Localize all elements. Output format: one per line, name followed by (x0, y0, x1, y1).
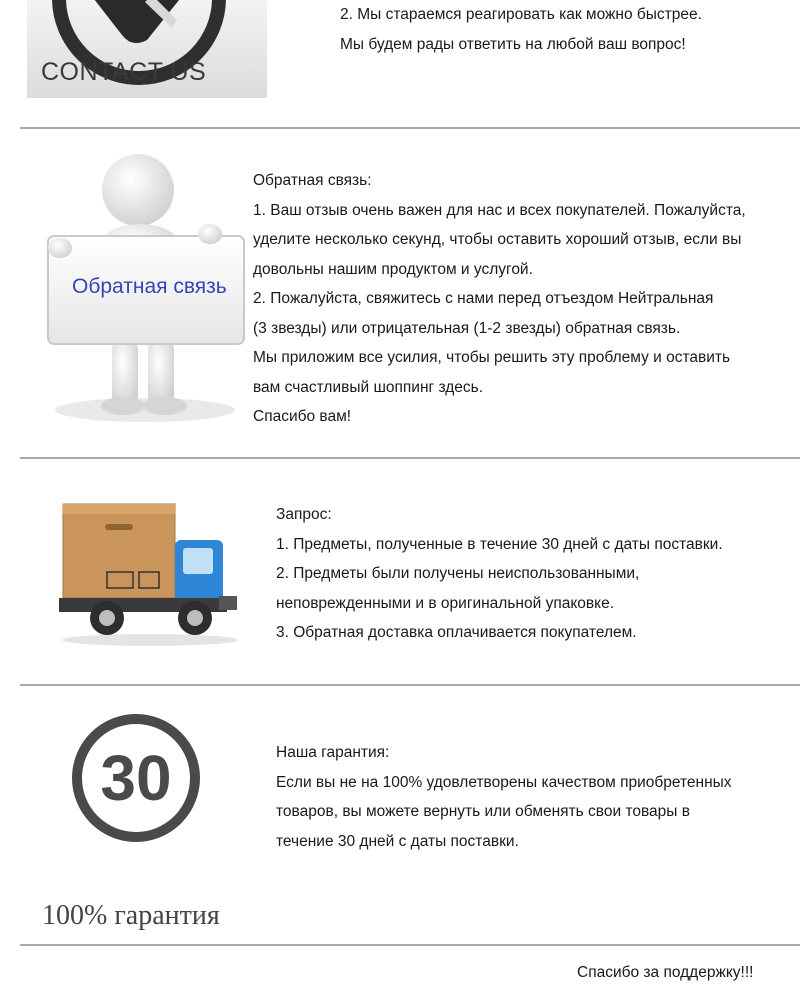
returns-line: неповрежденными и в оригинальной упаковке. (276, 594, 615, 612)
guarantee-label: 100% гарантия (42, 900, 220, 931)
returns-text (276, 500, 723, 648)
returns-line: 3. Обратная доставка оплачивается покупателем. (276, 624, 637, 641)
feedback-line: 2. Пожалуйста, свяжитесь с нами перед отъездом Нейтральная (253, 290, 714, 307)
feedback-line: довольны нашим продуктом и услугой. (253, 260, 533, 278)
guarantee-line: Наша гарантия: (276, 744, 390, 761)
contact-line: Мы будем рады ответить на любой ваш вопрос! (340, 35, 686, 53)
feedback-line: (3 звезды) или отрицательная (1-2 звезды) обратная связь. (253, 319, 681, 337)
guarantee-line: товаров, вы можете вернуть или обменять свои товары в (276, 803, 690, 820)
guarantee-text (276, 738, 732, 856)
section-divider (20, 457, 800, 459)
feedback-line: вам счастливый шоппинг здесь. (253, 378, 484, 396)
feedback-figure (20, 148, 250, 428)
guarantee-line: течение 30 дней с даты поставки. (276, 832, 519, 850)
feedback-line: уделите несколько секунд, чтобы оставить хороший отзыв, если вы (253, 231, 742, 248)
feedback-board-label: Обратная связь (72, 275, 227, 298)
section-divider (20, 944, 800, 946)
section-divider (20, 684, 800, 686)
delivery-truck-icon (55, 500, 245, 650)
returns-line: Запрос: (276, 506, 332, 523)
contact-text (340, 0, 702, 59)
section-divider (20, 127, 800, 129)
feedback-line: Спасибо вам! (253, 408, 352, 425)
feedback-line: Мы приложим все усилия, чтобы решить эту проблему и оставить (253, 349, 731, 366)
contact-us-badge (27, 0, 267, 98)
guarantee-line: Если вы не на 100% удовлетворены качеством приобретенных (276, 773, 732, 791)
returns-line: 1. Предметы, полученные в течение 30 дней с даты поставки. (276, 535, 723, 553)
feedback-text (253, 166, 746, 432)
returns-line: 2. Предметы были получены неиспользованными, (276, 565, 640, 582)
contact-line: 2. Мы стараемся реагировать как можно быстрее. (340, 6, 702, 23)
thirty-days-number: 30 (100, 742, 172, 814)
feedback-line: 1. Ваш отзыв очень важен для нас и всех покупателей. Пожалуйста, (253, 201, 746, 219)
thanks-text: Спасибо за поддержку!!! (577, 964, 754, 981)
contact-us-label: CONTACT US (41, 58, 207, 86)
feedback-line: Обратная связь: (253, 172, 372, 189)
